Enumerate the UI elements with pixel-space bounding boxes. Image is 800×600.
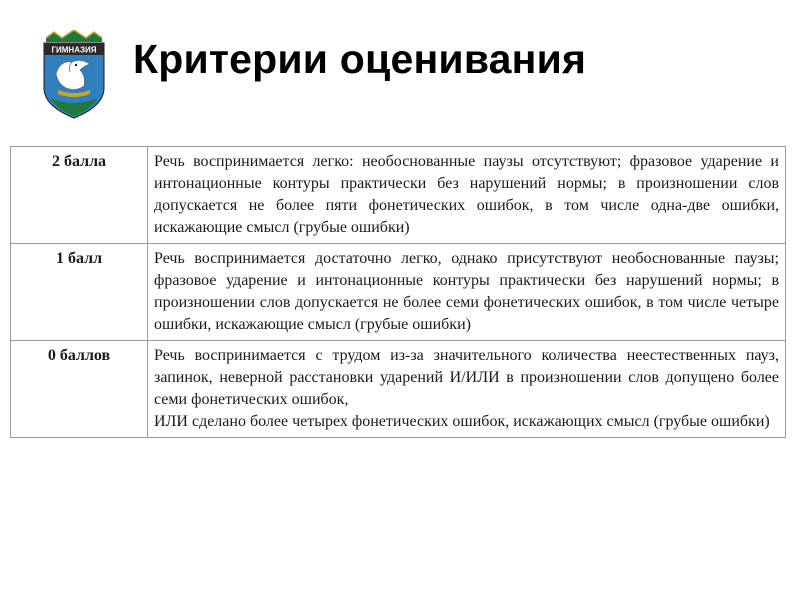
- criteria-table: [10, 146, 786, 438]
- page-title: Критерии оценивания: [133, 36, 587, 82]
- description-cell: Речь воспринимается достаточно легко, однако присутствуют необоснованные паузы; фразовое ударение и интонационные контуры практически без нарушений нормы; в произношении слов допускается не более семи фонетических ошибок, в том числе четыре ошибки, искажающие смысл (грубые ошибки): [148, 244, 786, 341]
- table-row: [11, 147, 786, 244]
- description-cell: [148, 341, 786, 438]
- gymnasium-crest-logo: [40, 30, 108, 120]
- score-cell: 1 балл: [11, 244, 148, 341]
- score-cell: 2 балла: [11, 147, 148, 244]
- score-cell: 0 баллов: [11, 341, 148, 438]
- description-cell: Речь воспринимается легко: необоснованные паузы отсутствуют; фразовое ударение и интонационные контуры практически без нарушений нормы; в произношении слов допускается не более пяти фонетических ошибок, в том числе одна-две ошибки, искажающие смысл (грубые ошибки): [148, 147, 786, 244]
- logo-text: ГИМНАЗИЯ: [51, 45, 97, 55]
- description-text: Речь воспринимается с трудом из-за значительного количества неестественных пауз, запинок, неверной расстановки ударений И/ИЛИ в произношении слов допущено более семи фонетических ошибок,: [154, 347, 779, 408]
- table-row: [11, 341, 786, 438]
- table-row: [11, 244, 786, 341]
- description-text-extra: ИЛИ сделано более четырех фонетических ошибок, искажающих смысл (грубые ошибки): [154, 413, 770, 430]
